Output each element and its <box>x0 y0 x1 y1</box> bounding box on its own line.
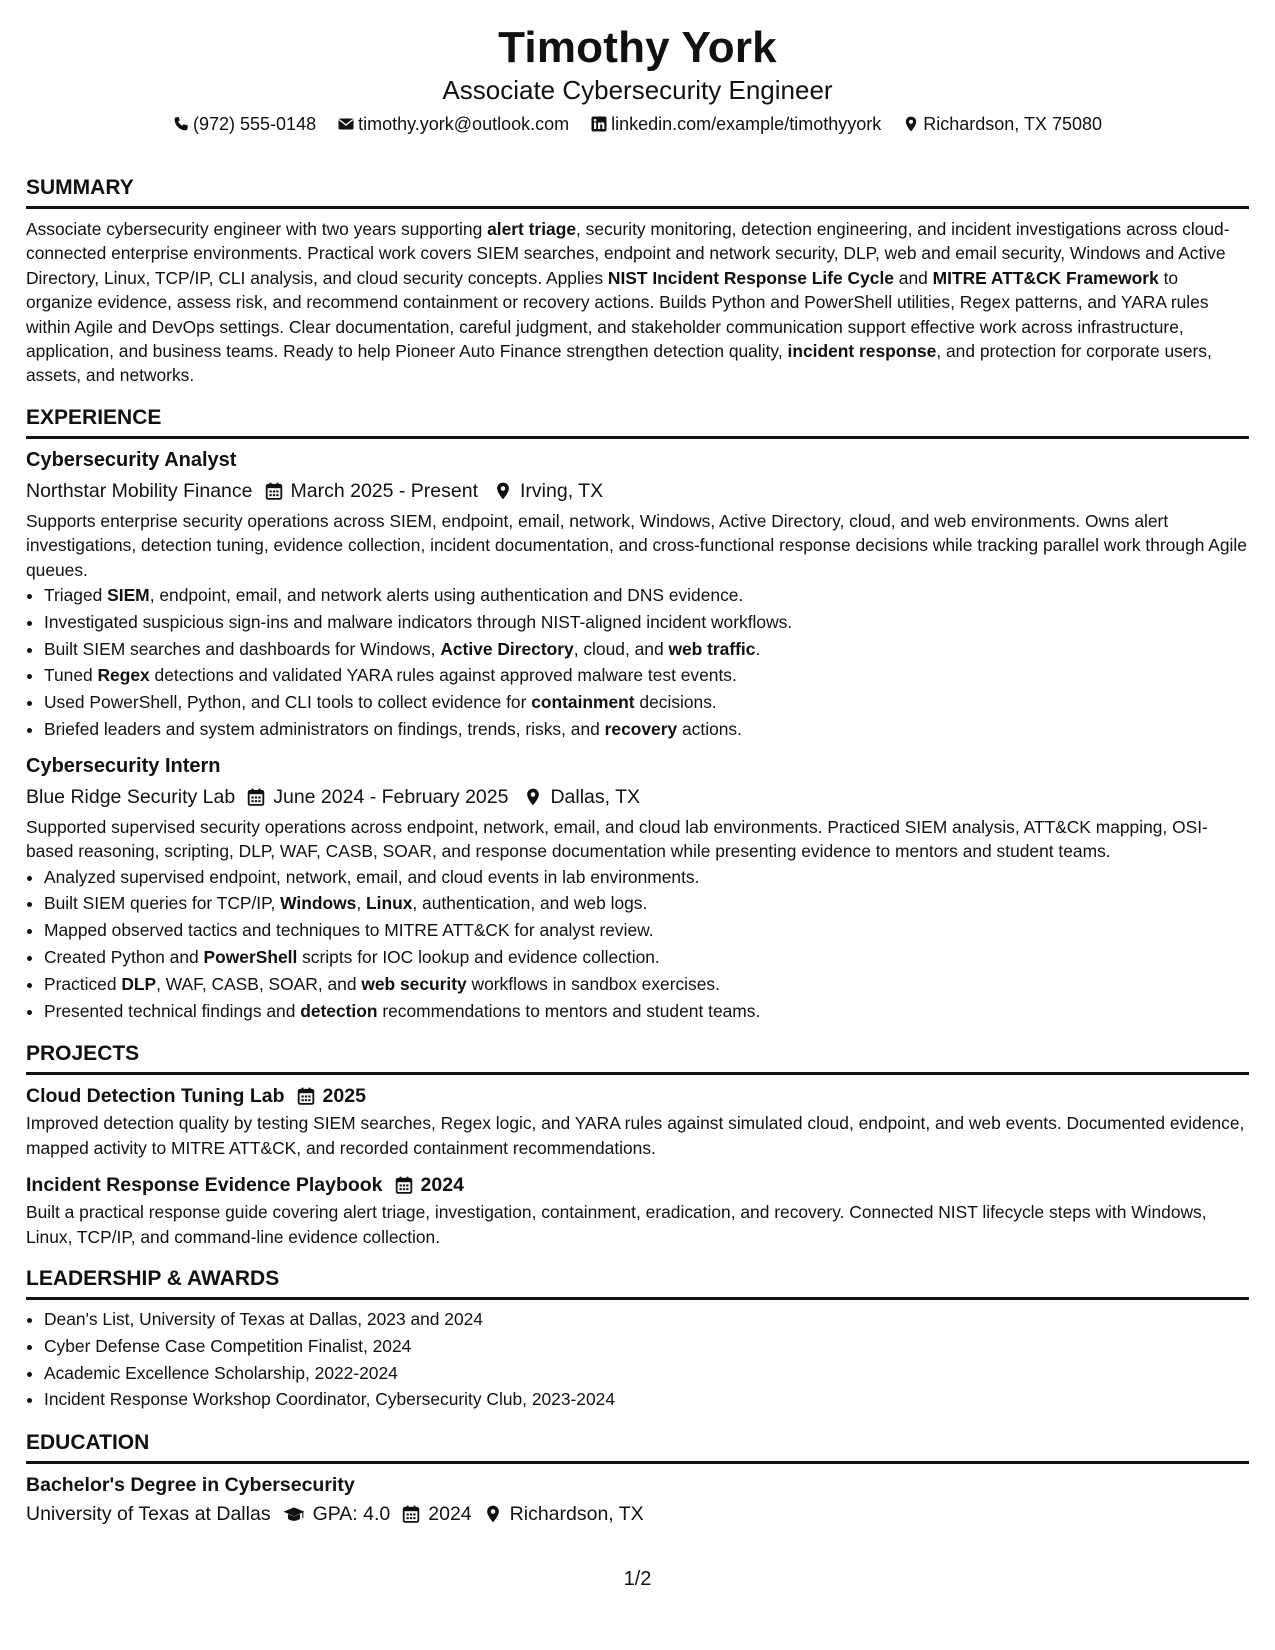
job-location: Dallas, TX <box>550 785 641 808</box>
calendar-icon <box>297 1087 315 1105</box>
bullet-text: workflows in sandbox exercises. <box>466 973 720 994</box>
education-meta <box>26 1500 1249 1528</box>
contact-location <box>903 112 1102 136</box>
list-item <box>44 998 1249 1025</box>
map-pin-icon <box>484 1505 502 1523</box>
project-title: Cloud Detection Tuning Lab <box>26 1085 285 1108</box>
list-item <box>44 890 1249 917</box>
email-text: timothy.york@outlook.com <box>358 114 570 134</box>
bullet-bold: Regex <box>97 665 150 686</box>
job-meta <box>26 783 1249 811</box>
bullet-text: recommendations to mentors and student teams. <box>377 1000 761 1021</box>
bullet-text: , endpoint, email, and network alerts using authentication and DNS evidence. <box>149 585 744 606</box>
education-degree: Bachelor's Degree in Cybersecurity <box>26 1474 355 1497</box>
list-item <box>44 864 1249 891</box>
job-entry <box>26 753 1249 1025</box>
summary-text-part: , and protection for corporate users, assets, and networks. <box>26 341 1212 386</box>
job-description: Supports enterprise security operations across SIEM, endpoint, email, network, Windows, Active Directory, cloud, and web environments. Owns alert investigations, detection tuning, evidence collection, incident documentation, and cross-functional response decisions while tracking parallel work through Agile queues. <box>26 510 1247 580</box>
job-description: Supported supervised security operations across endpoint, network, email, and cloud lab environments. Practiced SIEM analysis, ATT&CK mapping, OSI-based reasoning, scripting, DLP, WAF, CASB, SOAR, and response documentation while presenting evidence to mentors and student teams. <box>26 816 1208 862</box>
bullet-text: . <box>755 638 761 659</box>
candidate-title: Associate Cybersecurity Engineer <box>442 75 833 105</box>
list-item <box>44 716 1249 743</box>
bullet-bold: web security <box>361 973 467 994</box>
education-school: University of Texas at Dallas <box>26 1503 271 1526</box>
list-item <box>44 582 1249 609</box>
list-item <box>44 636 1249 663</box>
summary-text-part: and <box>893 267 933 288</box>
project-description: Built a practical response guide covering alert triage, investigation, containment, eradication, and recovery. Connected NIST lifecycle steps with Windows, Linux, TCP/IP, and command-line evidence collection. <box>26 1202 1207 1247</box>
project-title-row <box>26 1083 1249 1109</box>
list-item: • Academic Excellence Scholarship, 2022-2024 <box>44 1360 1249 1387</box>
phone-icon <box>173 116 189 132</box>
bullet-text: Built SIEM searches and dashboards for Windows, <box>44 638 441 659</box>
leadership-heading: LEADERSHIP & AWARDS <box>26 1265 1249 1300</box>
candidate-name: Timothy York <box>498 23 777 72</box>
bullet-text: detections and validated YARA rules against approved malware test events. <box>149 665 737 686</box>
list-item: • Cyber Defense Case Competition Finalist, 2024 <box>44 1333 1249 1360</box>
project-year: 2024 <box>420 1174 464 1197</box>
bullet-text: decisions. <box>634 692 717 713</box>
contact-bar <box>26 112 1249 136</box>
job-company: Northstar Mobility Finance <box>26 479 253 502</box>
project-entry <box>26 1083 1249 1160</box>
bullet-text: Triaged <box>44 585 108 606</box>
job-location: Irving, TX <box>520 479 604 502</box>
bullet-bold: Active Directory <box>440 638 574 659</box>
summary-section <box>26 174 1249 388</box>
bullet-bold: recovery <box>604 719 678 740</box>
job-company: Blue Ridge Security Lab <box>26 785 236 808</box>
list-item <box>44 609 1249 636</box>
linkedin-text: linkedin.com/example/timothyyork <box>611 114 882 134</box>
map-pin-icon <box>494 482 512 500</box>
summary-text-part: to organize evidence, assess risk, and recommend containment or recovery actions. Builds Python and PowerShell utilities, Regex patterns, and YARA rules within Agile and DevOps settings. Clear documentation, careful judgment, and stakeholder communication support effective work across infrastructure, application, and business teams. Ready to help Pioneer Auto Finance strengthen detection quality, <box>26 267 1209 362</box>
education-gpa: GPA: 4.0 <box>312 1503 391 1526</box>
list-item <box>44 917 1249 944</box>
calendar-icon <box>265 482 283 500</box>
map-pin-icon <box>903 116 919 132</box>
bullet-bold: SIEM <box>107 585 150 606</box>
bullet-bold: PowerShell <box>203 947 298 968</box>
summary-bold-mitre: MITRE ATT&CK Framework <box>932 267 1159 288</box>
education-year: 2024 <box>428 1503 472 1526</box>
bullet-text: Used PowerShell, Python, and CLI tools to collect evidence for <box>44 692 532 713</box>
job-title: Cybersecurity Analyst <box>26 448 237 471</box>
leadership-section <box>26 1265 1249 1413</box>
job-entry <box>26 447 1249 743</box>
linkedin-icon <box>591 116 607 132</box>
education-section <box>26 1429 1249 1528</box>
job-dates: March 2025 - Present <box>290 479 479 502</box>
bullet-text: Tuned <box>44 665 98 686</box>
bullet-text: Practiced <box>44 973 122 994</box>
summary-text <box>26 217 1249 388</box>
project-title: Incident Response Evidence Playbook <box>26 1174 383 1197</box>
summary-bold-nist: NIST Incident Response Life Cycle <box>607 267 894 288</box>
list-item <box>44 689 1249 716</box>
education-location: Richardson, TX <box>509 1503 644 1526</box>
bullet-text: scripts for IOC lookup and evidence collection. <box>297 947 660 968</box>
bullet-text: Built SIEM queries for TCP/IP, <box>44 893 281 914</box>
bullet-text: , cloud, and <box>573 638 669 659</box>
bullet-bold: detection <box>300 1000 378 1021</box>
list-item <box>44 971 1249 998</box>
calendar-icon <box>402 1505 420 1523</box>
job-bullets <box>26 582 1249 743</box>
experience-heading: EXPERIENCE <box>26 404 1249 439</box>
project-description: Improved detection quality by testing SIEM searches, Regex logic, and YARA rules against simulated cloud, endpoint, and web events. Documented evidence, mapped activity to MITRE ATT&CK, and recorded containment recommendations. <box>26 1113 1245 1158</box>
phone-text: (972) 555-0148 <box>193 114 317 134</box>
summary-heading: SUMMARY <box>26 174 1249 209</box>
location-text: Richardson, TX 75080 <box>923 114 1102 134</box>
bullet-text: Briefed leaders and system administrators on findings, trends, risks, and <box>44 719 605 740</box>
calendar-icon <box>247 788 265 806</box>
bullet-bold: DLP <box>121 973 157 994</box>
contact-phone[interactable] <box>173 112 316 136</box>
contact-email[interactable] <box>338 112 569 136</box>
job-title: Cybersecurity Intern <box>26 754 221 777</box>
experience-section <box>26 404 1249 1025</box>
map-pin-icon <box>524 788 542 806</box>
education-heading: EDUCATION <box>26 1429 1249 1464</box>
project-year: 2025 <box>322 1085 366 1108</box>
contact-linkedin[interactable] <box>591 112 881 136</box>
bullet-text: , WAF, CASB, SOAR, and <box>156 973 362 994</box>
bullet-text: Presented technical findings and <box>44 1000 301 1021</box>
list-item <box>44 944 1249 971</box>
summary-text-part: Associate cybersecurity engineer with two years supporting <box>26 219 488 239</box>
project-title-row <box>26 1172 1249 1198</box>
job-dates: June 2024 - February 2025 <box>273 785 509 808</box>
bullet-bold: Linux <box>366 893 413 914</box>
bullet-text: Investigated suspicious sign-ins and malware indicators through NIST-aligned incident workflows. <box>44 611 793 632</box>
bullet-text: Analyzed supervised endpoint, network, email, and cloud events in lab environments. <box>44 866 700 887</box>
bullet-bold: web traffic <box>668 638 756 659</box>
bullet-text: Created Python and <box>44 947 204 968</box>
page-number: 1/2 <box>623 1568 652 1590</box>
summary-text-part: , security monitoring, detection engineering, and incident investigations across cloud-connected enterprise environments. Practical work covers SIEM searches, endpoint and network security, DLP, web and email security, Windows and Active Directory, Linux, TCP/IP, CLI analysis, and cloud security concepts. Applies <box>26 219 1230 288</box>
calendar-icon <box>395 1176 413 1194</box>
list-item: • Incident Response Workshop Coordinator, Cybersecurity Club, 2023-2024 <box>44 1386 1249 1413</box>
bullet-bold: Windows <box>280 893 357 914</box>
bullet-text: , authentication, and web logs. <box>412 893 648 914</box>
bullet-bold: containment <box>531 692 635 713</box>
bullet-text: , <box>356 893 367 914</box>
bullet-text: actions. <box>677 719 742 740</box>
projects-section <box>26 1040 1249 1249</box>
envelope-icon <box>338 116 354 132</box>
resume-page <box>26 0 1249 1528</box>
list-item <box>44 662 1249 689</box>
job-meta <box>26 477 1249 505</box>
leadership-list <box>26 1306 1249 1413</box>
graduation-cap-icon <box>283 1505 305 1523</box>
projects-heading: PROJECTS <box>26 1040 1249 1075</box>
job-bullets <box>26 864 1249 1025</box>
list-item: • Dean's List, University of Texas at Dallas, 2023 and 2024 <box>44 1306 1249 1333</box>
bullet-text: Mapped observed tactics and techniques to MITRE ATT&CK for analyst review. <box>44 920 654 941</box>
summary-bold-alert-triage: alert triage <box>487 219 577 239</box>
summary-bold-incident-response: incident response <box>787 341 937 362</box>
project-entry <box>26 1172 1249 1249</box>
